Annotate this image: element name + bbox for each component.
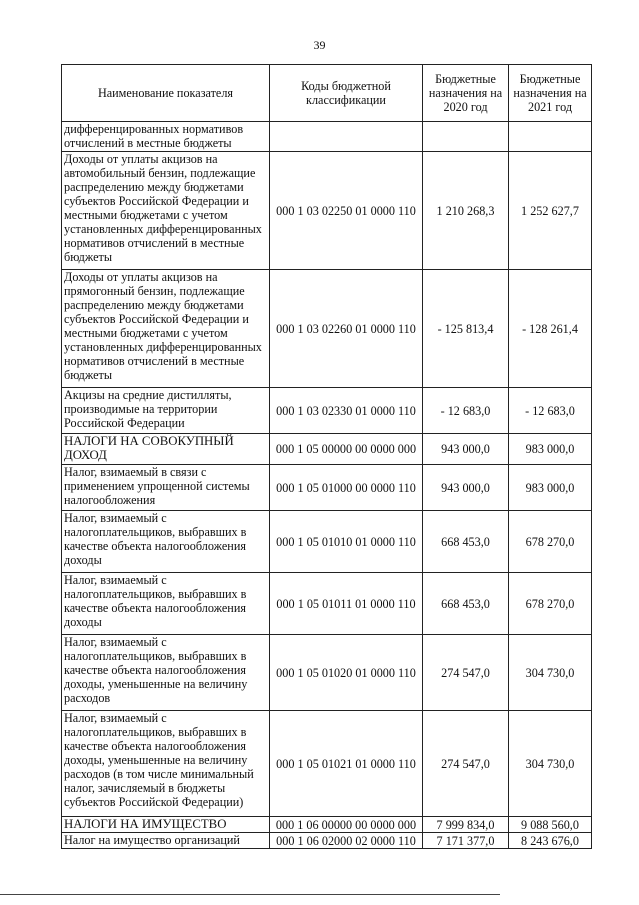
row-2020: 668 453,0: [423, 511, 509, 573]
row-2020: 7 171 377,0: [423, 833, 509, 849]
row-2021: 678 270,0: [509, 573, 592, 635]
row-2021: 8 243 676,0: [509, 833, 592, 849]
row-2020: - 12 683,0: [423, 388, 509, 434]
row-2021: 304 730,0: [509, 635, 592, 711]
table-row: [62, 711, 592, 817]
bottom-divider: [0, 894, 500, 895]
budget-table: [61, 64, 592, 849]
row-name: Налог на имущество организаций: [62, 833, 270, 849]
row-2021: 304 730,0: [509, 711, 592, 817]
table-row: [62, 388, 592, 434]
row-name: Налог, взимаемый с налогоплательщиков, выбравших в качестве объекта налогообложения доходы: [62, 511, 270, 573]
table-row: [62, 434, 592, 465]
row-2020: 668 453,0: [423, 573, 509, 635]
row-name: Налог, взимаемый с налогоплательщиков, выбравших в качестве объекта налогообложения доходы, уменьшенные на величину расходов (в том числе минимальный налог, зачисляемый в бюджеты субъектов Российской Федерации): [62, 711, 270, 817]
table-row: [62, 511, 592, 573]
row-name: дифференцированных нормативов отчислений в местные бюджеты: [62, 122, 270, 152]
row-2021: 983 000,0: [509, 434, 592, 465]
row-name: Акцизы на средние дистилляты, производимые на территории Российской Федерации: [62, 388, 270, 434]
row-code: 000 1 06 02000 02 0000 110: [270, 833, 423, 849]
table-row: [62, 833, 592, 849]
row-name: Доходы от уплаты акцизов на автомобильный бензин, подлежащие распределению между бюджетами субъектов Российской Федерации и местными бюджетами с учетом установленных дифференцированных нормативов отчислений в местные бюджеты: [62, 152, 270, 270]
row-code: 000 1 05 01021 01 0000 110: [270, 711, 423, 817]
row-2020: 7 999 834,0: [423, 817, 509, 833]
row-code: 000 1 05 01011 01 0000 110: [270, 573, 423, 635]
row-2020: 943 000,0: [423, 465, 509, 511]
row-2020: 1 210 268,3: [423, 152, 509, 270]
row-2021: 983 000,0: [509, 465, 592, 511]
table-row: [62, 270, 592, 388]
row-name: Налог, взимаемый в связи с применением упрощенной системы налогообложения: [62, 465, 270, 511]
table-row: [62, 122, 592, 152]
row-2020: 943 000,0: [423, 434, 509, 465]
table-row: [62, 573, 592, 635]
row-2020: - 125 813,4: [423, 270, 509, 388]
header-code: Коды бюджетной классификации: [270, 65, 423, 122]
row-name: Налог, взимаемый с налогоплательщиков, выбравших в качестве объекта налогообложения доходы, уменьшенные на величину расходов: [62, 635, 270, 711]
header-2020: Бюджетные назначения на 2020 год: [423, 65, 509, 122]
row-code: 000 1 05 00000 00 0000 000: [270, 434, 423, 465]
row-code: 000 1 03 02260 01 0000 110: [270, 270, 423, 388]
table-header-row: [62, 65, 592, 122]
table-row: [62, 635, 592, 711]
row-code: 000 1 05 01020 01 0000 110: [270, 635, 423, 711]
row-2020: 274 547,0: [423, 711, 509, 817]
row-code: 000 1 05 01010 01 0000 110: [270, 511, 423, 573]
table-row: [62, 817, 592, 833]
row-code: 000 1 05 01000 00 0000 110: [270, 465, 423, 511]
header-name: Наименование показателя: [62, 65, 270, 122]
header-2021: Бюджетные назначения на 2021 год: [509, 65, 592, 122]
row-code: 000 1 06 00000 00 0000 000: [270, 817, 423, 833]
table-row: [62, 465, 592, 511]
row-code: 000 1 03 02330 01 0000 110: [270, 388, 423, 434]
table-row: [62, 152, 592, 270]
row-2021: 9 088 560,0: [509, 817, 592, 833]
row-2020: [423, 122, 509, 152]
row-2021: - 12 683,0: [509, 388, 592, 434]
row-2021: 678 270,0: [509, 511, 592, 573]
row-2020: 274 547,0: [423, 635, 509, 711]
row-2021: - 128 261,4: [509, 270, 592, 388]
row-code: 000 1 03 02250 01 0000 110: [270, 152, 423, 270]
row-name: НАЛОГИ НА ИМУЩЕСТВО: [62, 817, 270, 833]
row-2021: [509, 122, 592, 152]
row-name: НАЛОГИ НА СОВОКУПНЫЙ ДОХОД: [62, 434, 270, 465]
page-number: 39: [313, 38, 326, 52]
row-name: Налог, взимаемый с налогоплательщиков, выбравших в качестве объекта налогообложения доходы: [62, 573, 270, 635]
row-2021: 1 252 627,7: [509, 152, 592, 270]
row-code: [270, 122, 423, 152]
row-name: Доходы от уплаты акцизов на прямогонный бензин, подлежащие распределению между бюджетами субъектов Российской Федерации и местными бюджетами с учетом установленных дифференцированных нормативов отчислений в местные бюджеты: [62, 270, 270, 388]
